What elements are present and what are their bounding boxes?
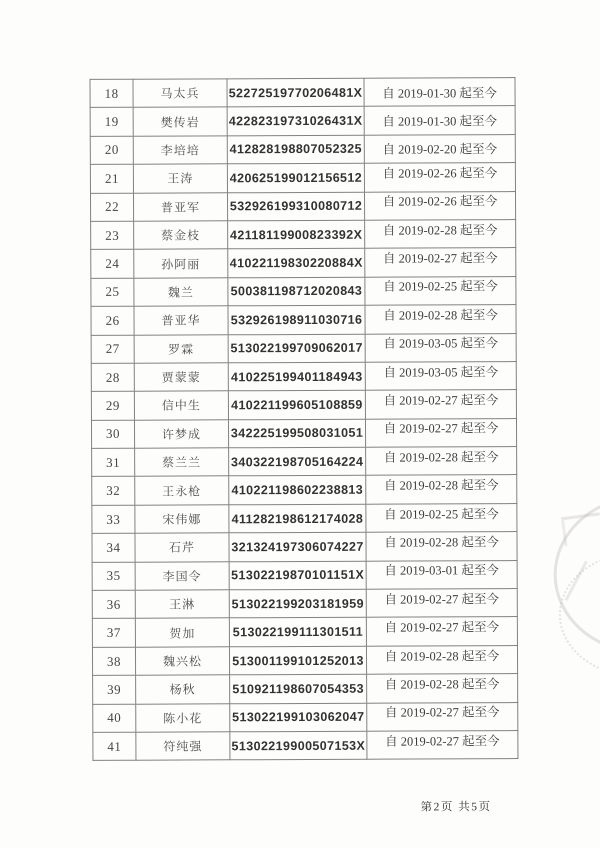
period-cell (364, 163, 515, 192)
id-number-cell: 51302219900507153X (230, 731, 367, 760)
id-number-cell: 500381198712020843 (228, 277, 365, 306)
period-cell (365, 418, 516, 447)
row-number-cell: 27 (91, 335, 134, 364)
table-row (92, 532, 517, 562)
period-cell (365, 390, 516, 419)
table-row (93, 702, 518, 732)
row-number-cell: 35 (92, 562, 135, 591)
table-row (93, 731, 518, 761)
period-text: 自 2019-02-26 起至今 (382, 165, 498, 181)
name-cell: 许梦成 (134, 419, 228, 448)
row-number-cell: 28 (91, 363, 134, 392)
id-number-cell: 42118119900823392X (228, 220, 365, 249)
period-cell (366, 560, 517, 589)
period-text: 自 2019-02-27 起至今 (384, 591, 500, 607)
name-cell: 李国令 (135, 561, 229, 590)
id-number-cell: 513022199203181959 (229, 589, 366, 618)
row-number-cell: 26 (91, 306, 134, 335)
period-cell (365, 305, 516, 334)
table-row (90, 78, 515, 108)
row-number-cell: 24 (91, 250, 134, 279)
table-row (92, 503, 517, 533)
period-text: 自 2019-02-27 起至今 (384, 705, 500, 720)
id-number-cell: 41022119830220884X (228, 249, 365, 278)
id-number-cell: 342225199508031051 (228, 419, 365, 448)
row-number-cell: 29 (91, 392, 134, 421)
table-row (92, 475, 517, 505)
row-number-cell: 19 (90, 108, 133, 137)
table-row (91, 305, 516, 335)
id-number-cell: 532926199310080712 (227, 192, 364, 221)
table-row (93, 674, 518, 704)
row-number-cell: 41 (93, 732, 136, 761)
row-number-cell: 23 (91, 221, 134, 250)
period-cell (364, 106, 515, 135)
table-row (91, 333, 516, 363)
row-number-cell: 18 (90, 79, 133, 108)
official-seal-glyph-fragment (561, 512, 600, 546)
table-row (91, 361, 516, 391)
period-cell (367, 731, 518, 760)
period-text: 自 2019-03-01 起至今 (384, 563, 499, 578)
id-number-cell: 532926198911030716 (228, 305, 365, 334)
page-number-label: 第2页 共5页 (420, 801, 492, 814)
table-row (91, 276, 516, 306)
table-row (92, 447, 517, 477)
period-text: 自 2019-03-05 起至今 (383, 336, 498, 351)
period-cell (365, 276, 516, 305)
table-row (91, 220, 516, 250)
period-cell (366, 532, 517, 561)
table-row (91, 248, 516, 278)
period-text: 自 2019-02-28 起至今 (384, 677, 500, 692)
row-number-cell: 33 (92, 505, 135, 534)
table-row (92, 560, 517, 590)
table-row (90, 106, 515, 136)
row-number-cell: 40 (93, 704, 136, 733)
id-number-cell: 513022199709062017 (228, 334, 365, 363)
name-cell: 孙阿丽 (134, 249, 228, 278)
row-number-cell: 39 (93, 675, 136, 704)
period-text: 自 2019-02-27 起至今 (383, 421, 499, 437)
period-cell (365, 220, 516, 249)
id-number-cell: 513022199111301511 (229, 618, 366, 647)
id-number-cell: 510921198607054353 (230, 674, 367, 703)
table-row (92, 645, 517, 675)
id-number-cell: 420625199012156512 (227, 163, 364, 192)
table-row (90, 163, 515, 193)
id-number-cell: 412828198807052325 (227, 135, 364, 164)
id-number-cell: 321324197306074227 (229, 532, 366, 561)
period-cell (364, 134, 515, 163)
row-number-cell: 22 (90, 193, 133, 222)
period-cell (366, 589, 517, 618)
name-cell: 马太兵 (133, 79, 227, 108)
name-cell: 罗霖 (134, 334, 228, 363)
period-cell (366, 447, 517, 476)
table-row (91, 418, 516, 448)
period-cell (367, 674, 518, 703)
row-number-cell: 30 (91, 420, 134, 449)
period-text: 自 2019-02-25 起至今 (384, 506, 499, 522)
period-cell (365, 248, 516, 277)
name-cell: 李培培 (133, 136, 227, 165)
name-cell: 宋伟娜 (135, 505, 229, 534)
name-cell: 普亚军 (133, 192, 227, 221)
roster-table-body (90, 78, 518, 761)
row-number-cell: 31 (92, 448, 135, 477)
period-text: 自 2019-02-20 起至今 (382, 142, 498, 158)
period-cell (364, 78, 515, 107)
table-row (91, 390, 516, 420)
name-cell: 王淋 (135, 590, 229, 619)
row-number-cell: 38 (92, 647, 135, 676)
name-cell: 樊传岩 (133, 107, 227, 136)
period-text: 自 2019-02-27 起至今 (384, 620, 500, 635)
period-cell (366, 475, 517, 504)
period-text: 自 2019-02-28 起至今 (383, 478, 499, 493)
period-cell (364, 191, 515, 220)
name-cell: 信中生 (134, 391, 228, 420)
personnel-roster-table (89, 77, 518, 761)
period-cell (366, 645, 517, 674)
name-cell: 符纯强 (136, 732, 230, 761)
period-cell (365, 333, 516, 362)
period-cell (365, 361, 516, 390)
period-text: 自 2019-02-26 起至今 (382, 194, 498, 209)
period-text: 自 2019-03-05 起至今 (383, 364, 499, 380)
name-cell: 杨秋 (136, 675, 230, 704)
period-text: 自 2019-02-28 起至今 (384, 648, 500, 664)
id-number-cell: 51302219870101151X (229, 561, 366, 590)
table-row (92, 617, 517, 647)
period-text: 自 2019-02-27 起至今 (382, 251, 498, 266)
id-number-cell: 42282319731026431X (227, 107, 364, 136)
period-cell (366, 617, 517, 646)
period-text: 自 2019-02-25 起至今 (383, 279, 498, 295)
name-cell: 魏兰 (134, 278, 228, 307)
id-number-cell: 340322198705164224 (229, 447, 366, 476)
name-cell: 贺加 (135, 618, 229, 647)
row-number-cell: 25 (91, 278, 134, 307)
id-number-cell: 513022199103062047 (230, 703, 367, 732)
name-cell: 蔡金枝 (134, 221, 228, 250)
period-text: 自 2019-02-28 起至今 (383, 307, 498, 323)
row-number-cell: 37 (92, 619, 135, 648)
row-number-cell: 34 (92, 533, 135, 562)
name-cell: 王永枪 (135, 476, 229, 505)
id-number-cell: 52272519770206481X (227, 78, 364, 107)
period-text: 自 2019-02-28 起至今 (384, 535, 499, 550)
period-text: 自 2019-01-30 起至今 (382, 114, 497, 129)
name-cell: 魏兴松 (135, 647, 229, 676)
row-number-cell: 32 (92, 477, 135, 506)
page-footer (421, 798, 492, 814)
name-cell: 蔡兰兰 (135, 448, 229, 477)
period-cell (367, 702, 518, 731)
name-cell: 普亚华 (134, 306, 228, 335)
name-cell: 王涛 (133, 164, 227, 193)
row-number-cell: 21 (90, 164, 133, 193)
row-number-cell: 20 (90, 136, 133, 165)
table-row (90, 134, 515, 164)
period-text: 自 2019-02-28 起至今 (382, 222, 498, 238)
id-number-cell: 513001199101252013 (229, 646, 366, 675)
id-number-cell: 410221198602238813 (229, 476, 366, 505)
name-cell: 陈小花 (136, 703, 230, 732)
period-cell (366, 503, 517, 532)
name-cell: 石芹 (135, 533, 229, 562)
name-cell: 贾蒙蒙 (134, 363, 228, 392)
id-number-cell: 410225199401184943 (228, 362, 365, 391)
id-number-cell: 411282198612174028 (229, 504, 366, 533)
table-row (90, 191, 515, 221)
table-row (92, 589, 517, 619)
id-number-cell: 410221199605108859 (228, 391, 365, 420)
period-text: 自 2019-02-28 起至今 (383, 449, 499, 465)
period-text: 自 2019-02-27 起至今 (385, 733, 500, 749)
row-number-cell: 36 (92, 590, 135, 619)
period-text: 自 2019-02-27 起至今 (383, 393, 499, 408)
period-text: 自 2019-01-30 起至今 (382, 85, 497, 101)
